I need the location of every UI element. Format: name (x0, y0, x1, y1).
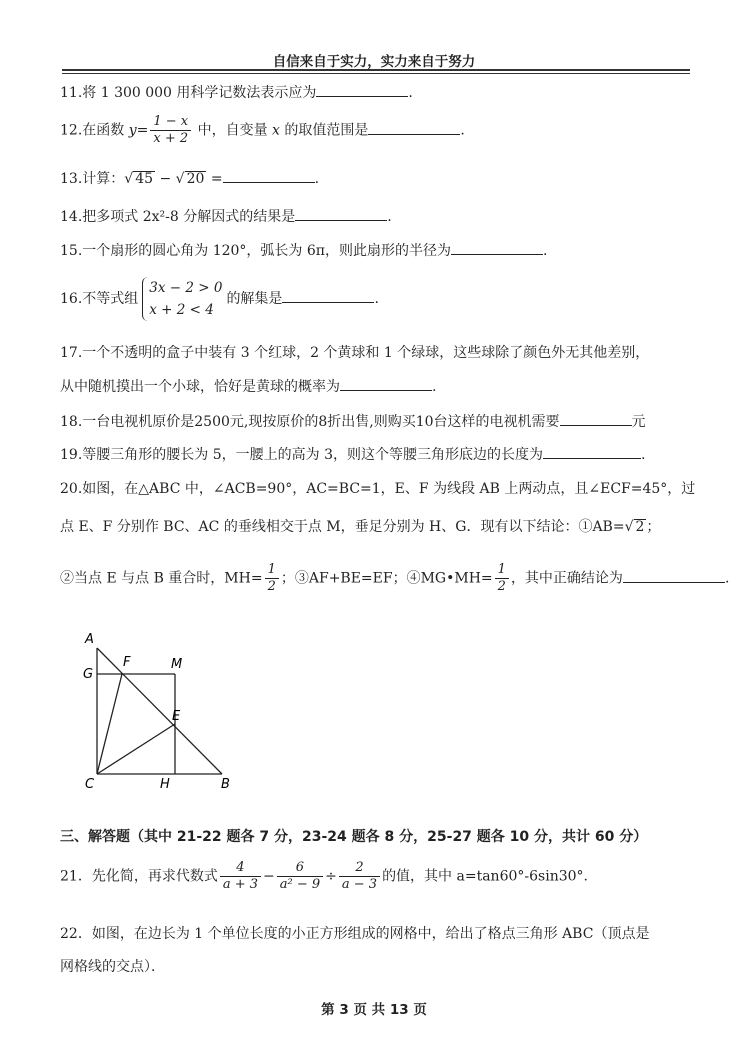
question-17-line-2: 从中随机摸出一个小球，恰好是黄球的概率为 . (60, 376, 436, 396)
fraction: $\frac{4}{a + 3}$ (220, 860, 261, 893)
segment-cf (97, 674, 122, 774)
question-12: 12.在函数 y= $\frac{1 - x}{x + 2}$ 中，自变量 x 的取值范围是 . (60, 114, 465, 146)
fraction: $\frac{2}{a - 3}$ (339, 860, 380, 893)
answer-blank (543, 444, 641, 459)
answer-blank (316, 82, 408, 97)
question-22-line-1: 22．如图，在边长为 1 个单位长度的小正方形组成的网格中，给出了格点三角形 ABC（顶点是 (60, 926, 650, 942)
fraction: $\frac{6}{\text{a² − 9}}$ (277, 860, 323, 893)
question-17-line-1: 17.一个不透明的盒子中装有 3 个红球，2 个黄球和 1 个绿球，这些球除了颜色外无其他差别， (60, 345, 650, 361)
label-e: E (172, 709, 181, 724)
answer-blank (295, 206, 387, 221)
inequality-system: 3x − 2 > 0 x + 2 < 4 (142, 277, 222, 321)
question-20-line-3: ②当点 E 与点 B 重合时，MH= $\frac{1}{2}$ ；③AF+BE=EF；④MG•MH= $\frac{1}{2}$ ，其中正确结论为 . (60, 562, 730, 594)
segment-ce (97, 724, 175, 774)
question-13: 13.计算：√ 45 − √ 20 = . (60, 168, 319, 188)
label-h: H (160, 777, 170, 792)
label-g: G (83, 667, 94, 682)
answer-blank (282, 288, 374, 303)
question-22-line-2: 网格线的交点）． (60, 959, 165, 975)
question-18: 18.一台电视机原价是2500元,现按原价的8折出售,则购买10台这样的电视机需要 元 (60, 411, 646, 431)
label-c: C (85, 777, 95, 792)
answer-blank (623, 568, 725, 583)
question-11: 11.将 1 300 000 用科学记数法表示应为 . (60, 82, 413, 102)
fraction: $\frac{1 - x}{x + 2}$ (150, 114, 191, 147)
question-16: 16.不等式组 3x − 2 > 0 x + 2 < 4 的解集是 . (60, 277, 379, 321)
header-rule-thick (62, 69, 690, 71)
label-f: F (123, 655, 131, 670)
fraction: $\frac{1}{2}$ (265, 562, 279, 595)
page-header-motto: 自信来自于实力，实力来自于努力 (272, 54, 476, 70)
section-title: 三、解答题（其中 21-22 题各 7 分，23-24 题各 8 分，25-27 题各 10 分，共计 60 分） (60, 829, 648, 845)
question-14: 14.把多项式 2x²-8 分解因式的结果是 . (60, 206, 392, 226)
question-20-line-2: 点 E、F 分别作 BC、AC 的垂线相交于点 M，垂足分别为 H、G．现有以下结论：①AB=√ 2 ； (60, 519, 661, 535)
page-footer: 第 3 页 共 13 页 (321, 1002, 427, 1018)
answer-blank (451, 240, 543, 255)
label-m: M (171, 657, 183, 672)
answer-blank (223, 168, 315, 183)
question-19: 19.等腰三角形的腰长为 5，一腰上的高为 3，则这个等腰三角形底边的长度为 . (60, 444, 645, 464)
answer-blank (340, 376, 432, 391)
label-a: A (85, 632, 94, 647)
fraction: $\frac{1}{2}$ (495, 562, 509, 595)
question-15: 15.一个扇形的圆心角为 120°，弧长为 6π，则此扇形的半径为 . (60, 240, 547, 260)
answer-blank (368, 120, 460, 135)
question-21: 21．先化简，再求代数式 $\frac{4}{a + 3}$ − $\frac{6}{\text{a² − 9}}$ ÷ $\frac{2}{a - 3}$ 的值，其中 a=tan60°-6sin30°. (60, 860, 588, 892)
question-20-line-1: 20.如图，在△ABC 中，∠ACB=90°，AC=BC=1，E、F 为线段 AB 上两动点，且∠ECF=45°，过 (60, 481, 696, 497)
label-b: B (221, 777, 230, 792)
answer-blank (560, 411, 632, 426)
geometry-figure (75, 628, 245, 796)
segment-ab (97, 648, 222, 774)
header-rule-thin (62, 73, 690, 74)
